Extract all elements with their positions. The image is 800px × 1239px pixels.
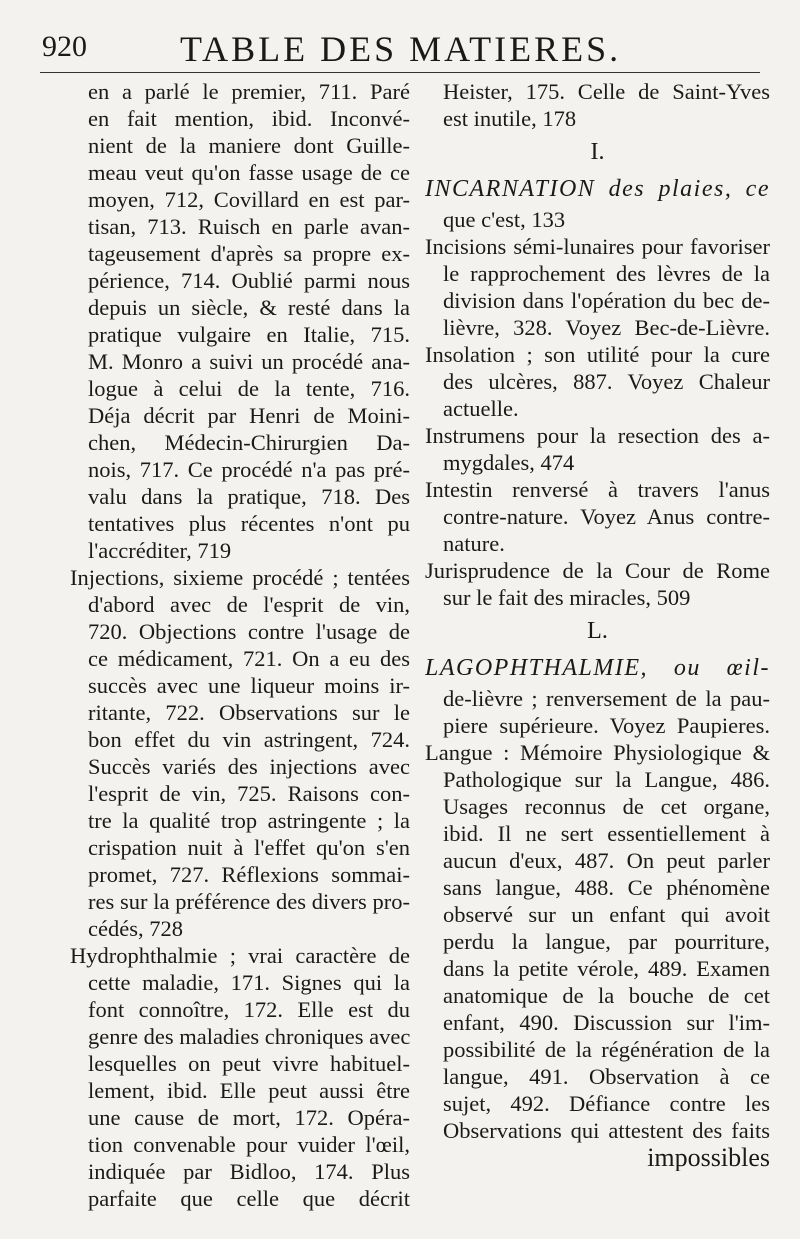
text-line: perdu la langue, par pourriture,: [443, 929, 770, 954]
text-line: en a parlé le premier, 711. Paré: [88, 79, 410, 104]
entry-line: Instrumens pour la resection des a-: [425, 423, 770, 448]
text-line: que c'est, 133: [443, 207, 566, 232]
entry-line: Jurisprudence de la Cour de Rome: [425, 558, 770, 583]
text-line: de-lièvre ; renversement de la pau-: [443, 686, 770, 711]
catchword: impossibles: [647, 1144, 770, 1171]
text-line: Heister, 175. Celle de Saint-Yves: [443, 79, 770, 104]
text-line: l'esprit de vin, 725. Raisons con-: [88, 781, 410, 806]
text-line: périence, 714. Oublié parmi nous: [88, 268, 410, 293]
text-line: contre-nature. Voyez Anus contre-: [443, 504, 770, 529]
text-line: sujet, 492. Défiance contre les: [443, 1091, 770, 1116]
text-line: font connoître, 172. Elle est du: [88, 997, 410, 1022]
text-line: aucun d'eux, 487. On peut parler: [443, 848, 770, 873]
text-line: depuis un siècle, & resté dans la: [88, 295, 410, 320]
text-line: tre la qualité trop astringente ; la: [88, 808, 410, 833]
text-line: enfant, 490. Discussion sur l'im-: [443, 1010, 770, 1035]
text-line: nient de la maniere dont Guille-: [88, 133, 410, 158]
text-line: tentatives plus récentes n'ont pu: [88, 511, 410, 536]
text-line: division dans l'opération du bec de-: [443, 288, 770, 313]
text-line: res sur la préférence des divers pro-: [88, 889, 410, 914]
right-column: [425, 78, 770, 1171]
text-line: pratique vulgaire en Italie, 715.: [88, 322, 410, 347]
running-title: TABLE DES MATIERES.: [180, 29, 622, 69]
text-line: tageusement d'après sa propre ex-: [88, 241, 410, 266]
entry-line: Insolation ; son utilité pour la cure: [425, 342, 770, 367]
text-line: Déja décrit par Henri de Moini-: [88, 403, 410, 428]
text-line: nature.: [443, 531, 505, 556]
text-line: mygdales, 474: [443, 450, 575, 475]
text-line: M. Monro a suivi un procédé ana-: [88, 349, 410, 374]
text-line: dans la petite vérole, 489. Examen: [443, 956, 770, 981]
text-line: cédés, 728: [88, 916, 183, 941]
entry-line: Hydrophthalmie ; vrai caractère de: [70, 943, 410, 968]
text-line: possibilité de la régénération de la: [443, 1037, 770, 1062]
text-line: lièvre, 328. Voyez Bec-de-Lièvre.: [443, 315, 770, 340]
text-line: sans langue, 488. Ce phénomène: [443, 875, 770, 900]
text-line: cette maladie, 171. Signes qui la: [88, 970, 410, 995]
text-line: observé sur un enfant qui avoit: [443, 902, 770, 927]
text-line: anatomique de la bouche de cet: [443, 983, 770, 1008]
text-line: lesquelles on peut vivre habituel-: [88, 1051, 410, 1076]
entry-line: Langue : Mémoire Physiologique &: [425, 740, 770, 765]
text-line: tisan, 713. Ruisch en parle avan-: [88, 214, 410, 239]
text-line: succès avec une liqueur moins ir-: [88, 673, 410, 698]
text-line: bon effet du vin astringent, 724.: [88, 727, 410, 752]
text-line: Pathologique sur la Langue, 486.: [443, 767, 770, 792]
text-line: ritante, 722. Observations sur le: [88, 700, 410, 725]
text-line: sur le fait des miracles, 509: [443, 585, 691, 610]
text-line: crispation nuit à l'effet qu'on s'en: [88, 835, 410, 860]
text-line: moyen, 712, Covillard en est par-: [88, 187, 410, 212]
text-line: Succès variés des injections avec: [88, 754, 410, 779]
text-line: d'abord avec de l'esprit de vin,: [88, 592, 410, 617]
text-line: l'accréditer, 719: [88, 538, 232, 563]
page-header: [40, 28, 760, 73]
text-line: Usages reconnus de cet organe,: [443, 794, 770, 819]
text-line: indiquée par Bidloo, 174. Plus: [88, 1159, 410, 1184]
page-number: 920: [42, 30, 87, 63]
text-line: actuelle.: [443, 396, 519, 421]
section-heading-i: I.: [590, 139, 605, 165]
text-line: valu dans la pratique, 718. Des: [88, 484, 410, 509]
text-line: promet, 727. Réflexions sommai-: [88, 862, 410, 887]
text-line: le rapprochement des lèvres de la: [443, 261, 770, 286]
text-line: lement, ibid. Elle peut aussi être: [88, 1078, 410, 1103]
text-line: ce médicament, 721. On a eu des: [88, 646, 410, 671]
text-line: ibid. Il ne sert essentiellement à: [443, 821, 770, 846]
text-line: meau veut qu'on fasse usage de ce: [88, 160, 410, 185]
text-line: genre des maladies chroniques avec: [88, 1024, 410, 1049]
text-line: tion convenable pour vuider l'œil,: [88, 1132, 410, 1157]
text-line: piere supérieure. Voyez Paupieres.: [443, 713, 770, 738]
section-heading-l: L.: [587, 618, 608, 644]
left-column: [70, 78, 410, 1212]
entry-line: Incisions sémi-lunaires pour favoriser: [425, 234, 770, 259]
text-line: nois, 717. Ce procédé n'a pas pré-: [88, 457, 410, 482]
text-line: est inutile, 178: [443, 106, 577, 131]
text-line: en fait mention, ibid. Inconvé-: [88, 106, 410, 131]
text-line: une cause de mort, 172. Opéra-: [88, 1105, 410, 1130]
text-line: langue, 491. Observation à ce: [443, 1064, 770, 1089]
text-line: logue à celui de la tente, 716.: [88, 376, 410, 401]
entry-line: Injections, sixieme procédé ; tentées: [70, 565, 410, 590]
text-line: Observations qui attestent des faits: [443, 1118, 770, 1143]
text-line: 720. Objections contre l'usage de: [88, 619, 410, 644]
entry-line: Intestin renversé à travers l'anus: [425, 477, 770, 502]
entry-line: INCARNATION des plaies, ce: [425, 176, 770, 202]
text-line: des ulcères, 887. Voyez Chaleur: [443, 369, 770, 394]
text-line: parfaite que celle que décrit: [88, 1186, 410, 1211]
entry-line: LAGOPHTHALMIE, ou œil-: [425, 655, 770, 681]
text-line: chen, Médecin-Chirurgien Da-: [88, 430, 410, 455]
